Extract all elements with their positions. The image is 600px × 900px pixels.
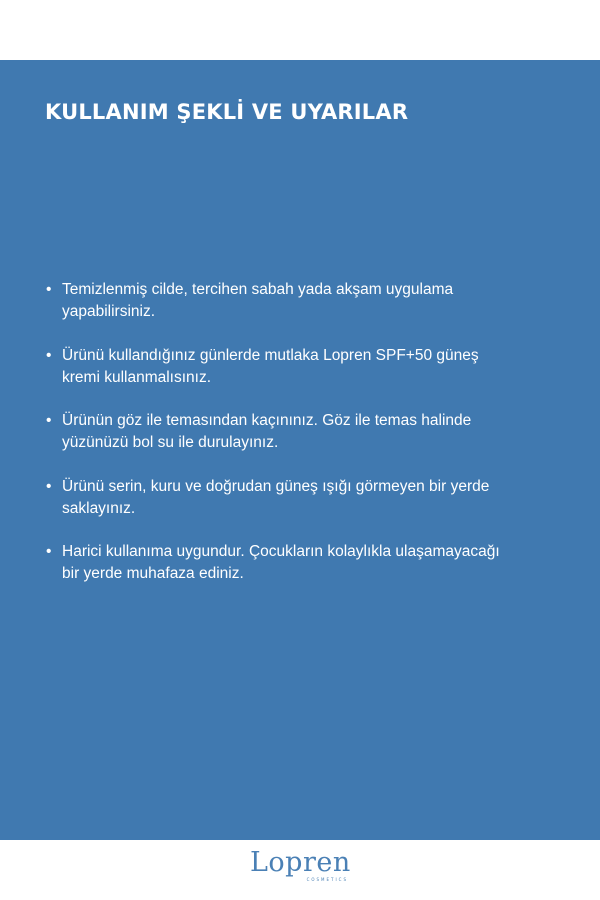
bullet-icon: • xyxy=(46,477,52,495)
footer xyxy=(0,840,600,900)
list-item-text: Temizlenmiş cilde, tercihen sabah yada akşam uygulama yapabilirsiniz. xyxy=(62,281,454,320)
list-item xyxy=(46,541,566,585)
list-item-text: Ürünü kullandığınız günlerde mutlaka Lopren SPF+50 güneş kremi kullanmalısınız. xyxy=(62,346,479,386)
list-item-text: Harici kullanıma uygundur. Çocukların kolaylıkla ulaşamayacağı bir yerde muhafaza ediniz. xyxy=(62,543,500,582)
bullet-icon: • xyxy=(46,281,52,298)
list-item xyxy=(46,476,566,520)
list-item-text: Ürünü serin, kuru ve doğrudan güneş ışığı görmeyen bir yerde saklayınız. xyxy=(62,477,490,517)
list-item xyxy=(46,410,566,454)
list-item xyxy=(46,279,566,323)
warnings-list xyxy=(46,279,566,607)
bullet-icon: • xyxy=(46,543,52,560)
list-item xyxy=(46,345,566,389)
list-item-text: Ürünün göz ile temasından kaçınınız. Göz ile temas halinde yüzünüzü bol su ile durulayınız. xyxy=(62,412,472,451)
panel-title: KULLANIM ŞEKLİ VE UYARILAR xyxy=(45,100,409,124)
instructions-panel xyxy=(0,60,600,840)
brand-name: Lopren xyxy=(250,847,351,878)
bullet-icon: • xyxy=(46,412,52,429)
bullet-icon: • xyxy=(46,346,52,364)
brand-tagline: COSMETICS xyxy=(306,877,348,882)
brand-logo xyxy=(250,848,350,882)
